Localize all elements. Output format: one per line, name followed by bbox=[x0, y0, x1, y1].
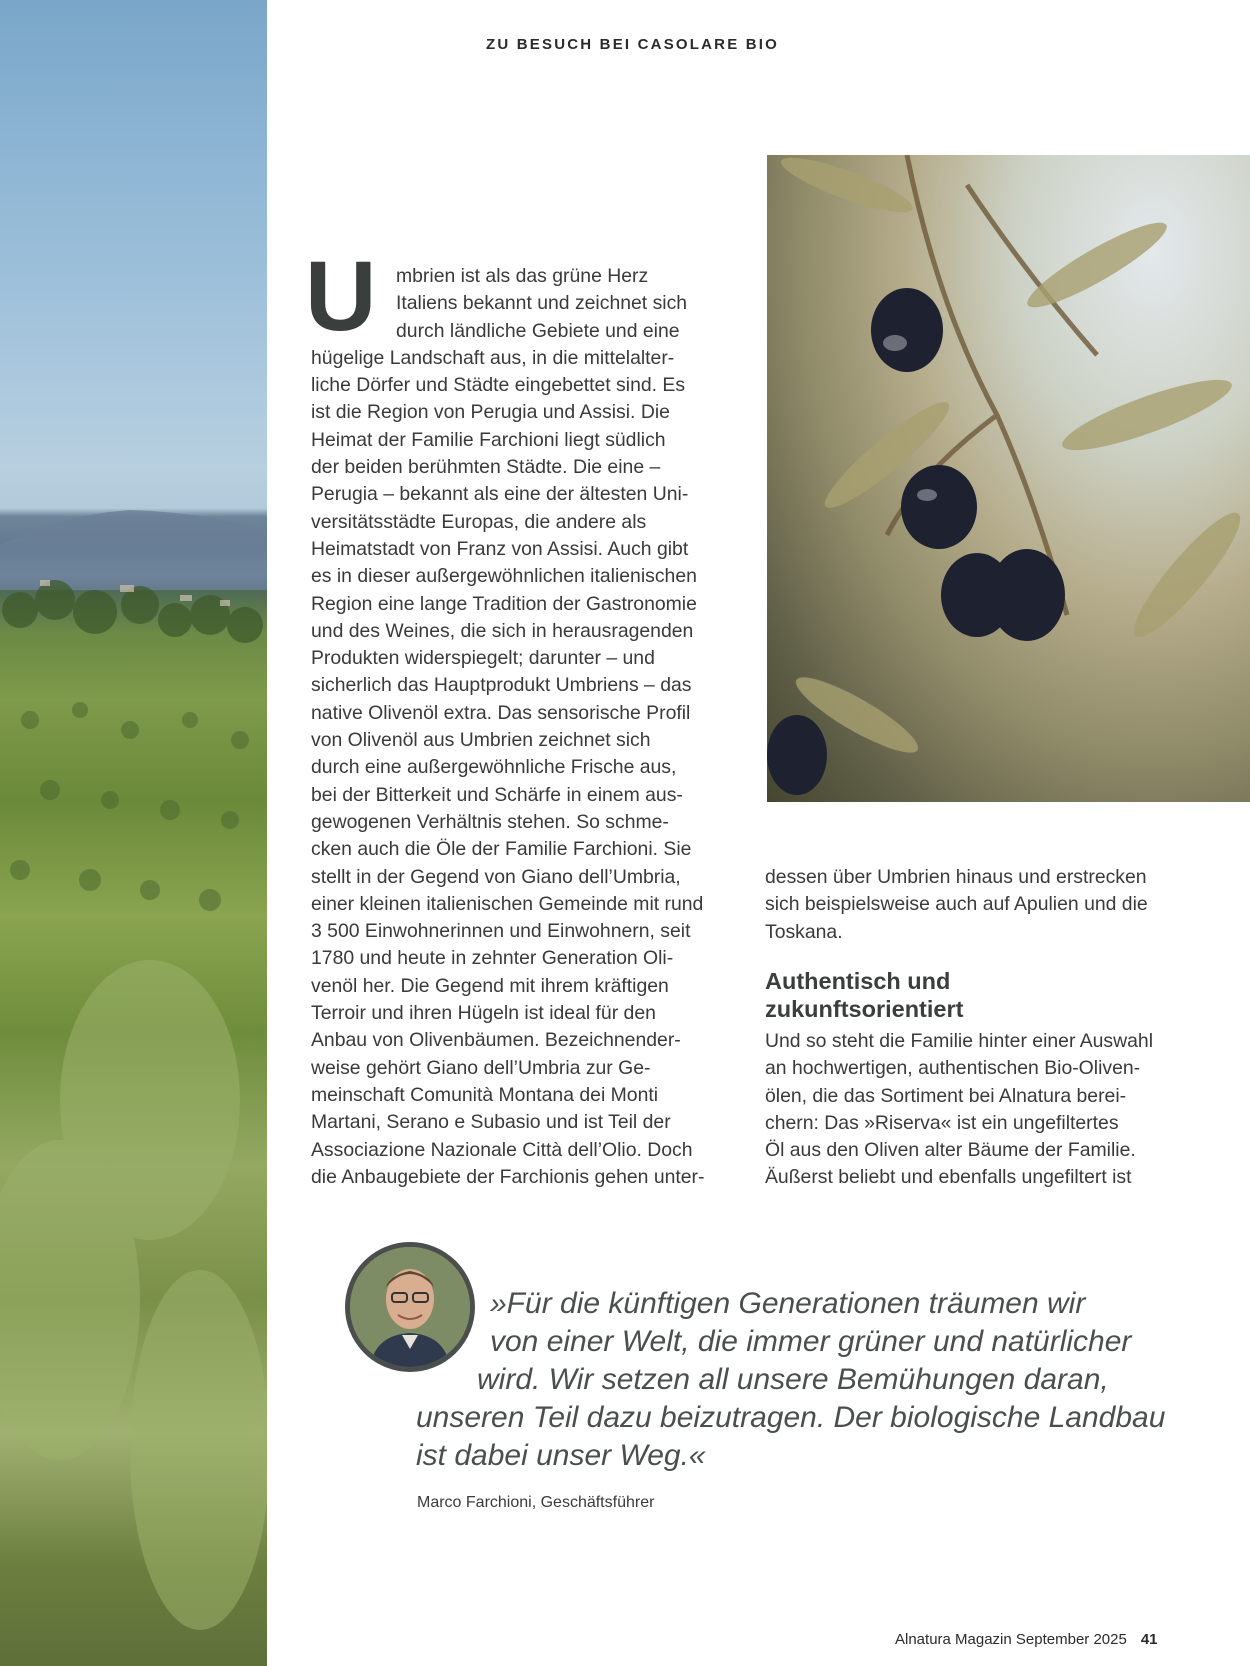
text-line: meinschaft Comunità Montana dei Monti bbox=[311, 1083, 659, 1106]
landscape-illustration bbox=[0, 0, 267, 1666]
text-line: liche Dörfer und Städte eingebettet sind. Es bbox=[311, 374, 686, 397]
text-line: gewogenen Verhältnis stehen. So schme- bbox=[311, 810, 669, 833]
text-line: Region eine lange Tradition der Gastronomie bbox=[311, 592, 697, 615]
landscape-photo bbox=[0, 0, 267, 1666]
text-line: ölen, die das Sortiment bei Alnatura berei- bbox=[765, 1084, 1127, 1107]
section-header: ZU BESUCH BEI CASOLARE BIO bbox=[486, 36, 780, 53]
text-line: einer kleinen italienischen Gemeinde mit rund bbox=[311, 892, 704, 915]
olive-branch-photo bbox=[767, 155, 1250, 802]
text-line: versitätsstädte Europas, die andere als bbox=[311, 510, 647, 533]
subheading bbox=[765, 967, 1185, 1023]
text-line: Perugia – bekannt als eine der ältesten Uni- bbox=[311, 483, 689, 506]
text-line: durch eine außergewöhnliche Frische aus, bbox=[311, 756, 677, 779]
magazine-title: Alnatura Magazin September 2025 bbox=[895, 1631, 1127, 1648]
text-line: dessen über Umbrien hinaus und erstrecken bbox=[765, 866, 1147, 888]
text-line: Toskana. bbox=[765, 920, 843, 943]
article-column-right-bottom bbox=[765, 1028, 1185, 1192]
text-line: Produkten widerspiegelt; darunter – und bbox=[311, 647, 655, 670]
quote-line: von einer Welt, die immer grüner und natürlicher bbox=[490, 1325, 1132, 1358]
text-line: mbrien ist als das grüne Herz bbox=[396, 265, 649, 287]
text-line: venöl her. Die Gegend mit ihrem kräftigen bbox=[311, 974, 669, 997]
text-line: Martani, Serano e Subasio und ist Teil der bbox=[311, 1111, 671, 1134]
text-line: durch ländliche Gebiete und eine bbox=[396, 319, 680, 342]
text-line: 3 500 Einwohnerinnen und Einwohnern, seit bbox=[311, 920, 691, 943]
text-line: hügelige Landschaft aus, in die mittelalter- bbox=[311, 346, 675, 369]
quote-line: »Für die künftigen Generationen träumen wir bbox=[490, 1287, 1086, 1320]
text-line: von Olivenöl aus Umbrien zeichnet sich bbox=[311, 729, 651, 752]
quote-line: wird. Wir setzen all unsere Bemühungen daran, bbox=[477, 1363, 1109, 1396]
text-line: Und so steht die Familie hinter einer Auswahl bbox=[765, 1030, 1154, 1052]
text-line: Äußerst beliebt und ebenfalls ungefiltert ist bbox=[765, 1166, 1132, 1189]
text-line: Anbau von Olivenbäumen. Bezeichnender- bbox=[311, 1029, 681, 1052]
olive-illustration bbox=[767, 155, 1250, 802]
text-line: der beiden berühmten Städte. Die eine – bbox=[311, 456, 661, 479]
text-line: ist die Region von Perugia und Assisi. Die bbox=[311, 401, 670, 424]
text-line: Öl aus den Oliven alter Bäume der Familie. bbox=[765, 1139, 1136, 1162]
quote-line: ist dabei unser Weg.« bbox=[416, 1439, 706, 1472]
text-line: native Olivenöl extra. Das sensorische Profil bbox=[311, 701, 691, 724]
quote-line: unseren Teil dazu beizutragen. Der biologische Landbau bbox=[416, 1401, 1166, 1434]
text-line: die Anbaugebiete der Farchionis gehen unter- bbox=[311, 1165, 705, 1188]
text-line: an hochwertigen, authentischen Bio-Oliven- bbox=[765, 1057, 1141, 1080]
subheading-line: Authentisch und bbox=[765, 968, 951, 994]
text-line: weise gehört Giano dell’Umbria zur Ge- bbox=[311, 1056, 651, 1079]
article-column-left bbox=[311, 263, 706, 1191]
text-line: Associazione Nazionale Città dell’Olio. Doch bbox=[311, 1138, 693, 1161]
text-line: sich beispielsweise auch auf Apulien und die bbox=[765, 893, 1148, 916]
text-line: cken auch die Öle der Familie Farchioni. Sie bbox=[311, 838, 692, 861]
portrait-avatar bbox=[345, 1242, 475, 1372]
page-number: 41 bbox=[1140, 1631, 1158, 1648]
article-column-right-top bbox=[765, 864, 1185, 946]
text-line: Italiens bekannt und zeichnet sich bbox=[396, 292, 688, 315]
portrait-illustration bbox=[350, 1247, 470, 1367]
text-line: stellt in der Gegend von Giano dell’Umbria, bbox=[311, 865, 681, 888]
text-line: chern: Das »Riserva« ist ein ungefiltertes bbox=[765, 1111, 1119, 1134]
subheading-line: zukunftsorientiert bbox=[765, 996, 964, 1022]
text-line: Terroir und ihren Hügeln ist ideal für den bbox=[311, 1002, 656, 1025]
text-line: Heimat der Familie Farchioni liegt südlich bbox=[311, 428, 666, 451]
text-line: 1780 und heute in zehnter Generation Oli- bbox=[311, 947, 674, 970]
text-line: und des Weines, die sich in herausragenden bbox=[311, 619, 694, 642]
text-line: sicherlich das Hauptprodukt Umbriens – das bbox=[311, 674, 692, 697]
page-footer bbox=[895, 1631, 1158, 1648]
text-line: bei der Bitterkeit und Schärfe in einem aus- bbox=[311, 783, 683, 806]
text-line: Heimatstadt von Franz von Assisi. Auch gibt bbox=[311, 537, 689, 560]
drop-cap: U bbox=[305, 240, 377, 351]
quote-attribution: Marco Farchioni, Geschäftsführer bbox=[417, 1494, 655, 1511]
text-line: es in dieser außergewöhnlichen italienischen bbox=[311, 565, 697, 588]
